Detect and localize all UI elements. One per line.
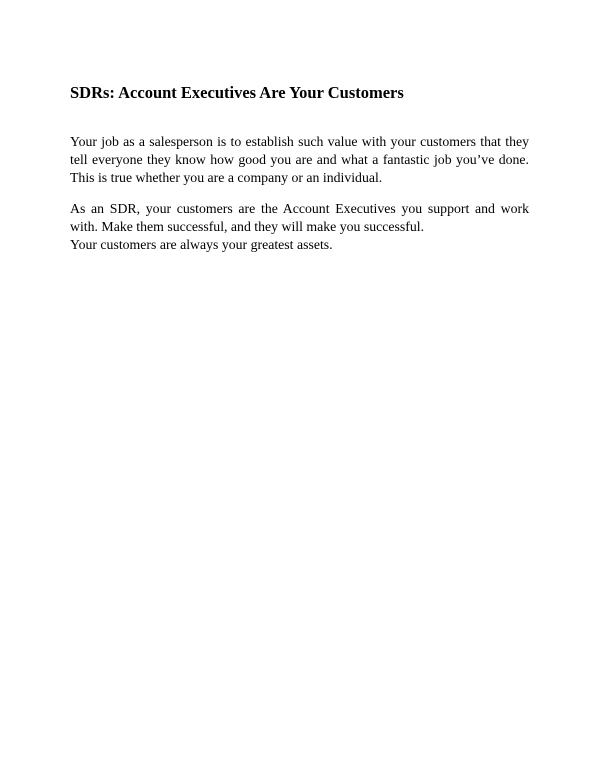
paragraph-2-line-2: Your customers are always your greatest assets. [70, 237, 333, 252]
document-content [0, 0, 600, 254]
page-title: SDRs: Account Executives Are Your Customers [70, 83, 404, 102]
paragraph-1: Your job as a salesperson is to establish such value with your customers that they tell everyone they know how good you are and what a fantastic job you’ve done. This is true whether you are a company or an individual. [70, 134, 529, 185]
paragraph-2-line-1: As an SDR, your customers are the Account Executives you support and work with. Make them successful, and they will make you successful. [70, 201, 529, 234]
paragraph-2 [70, 200, 529, 254]
